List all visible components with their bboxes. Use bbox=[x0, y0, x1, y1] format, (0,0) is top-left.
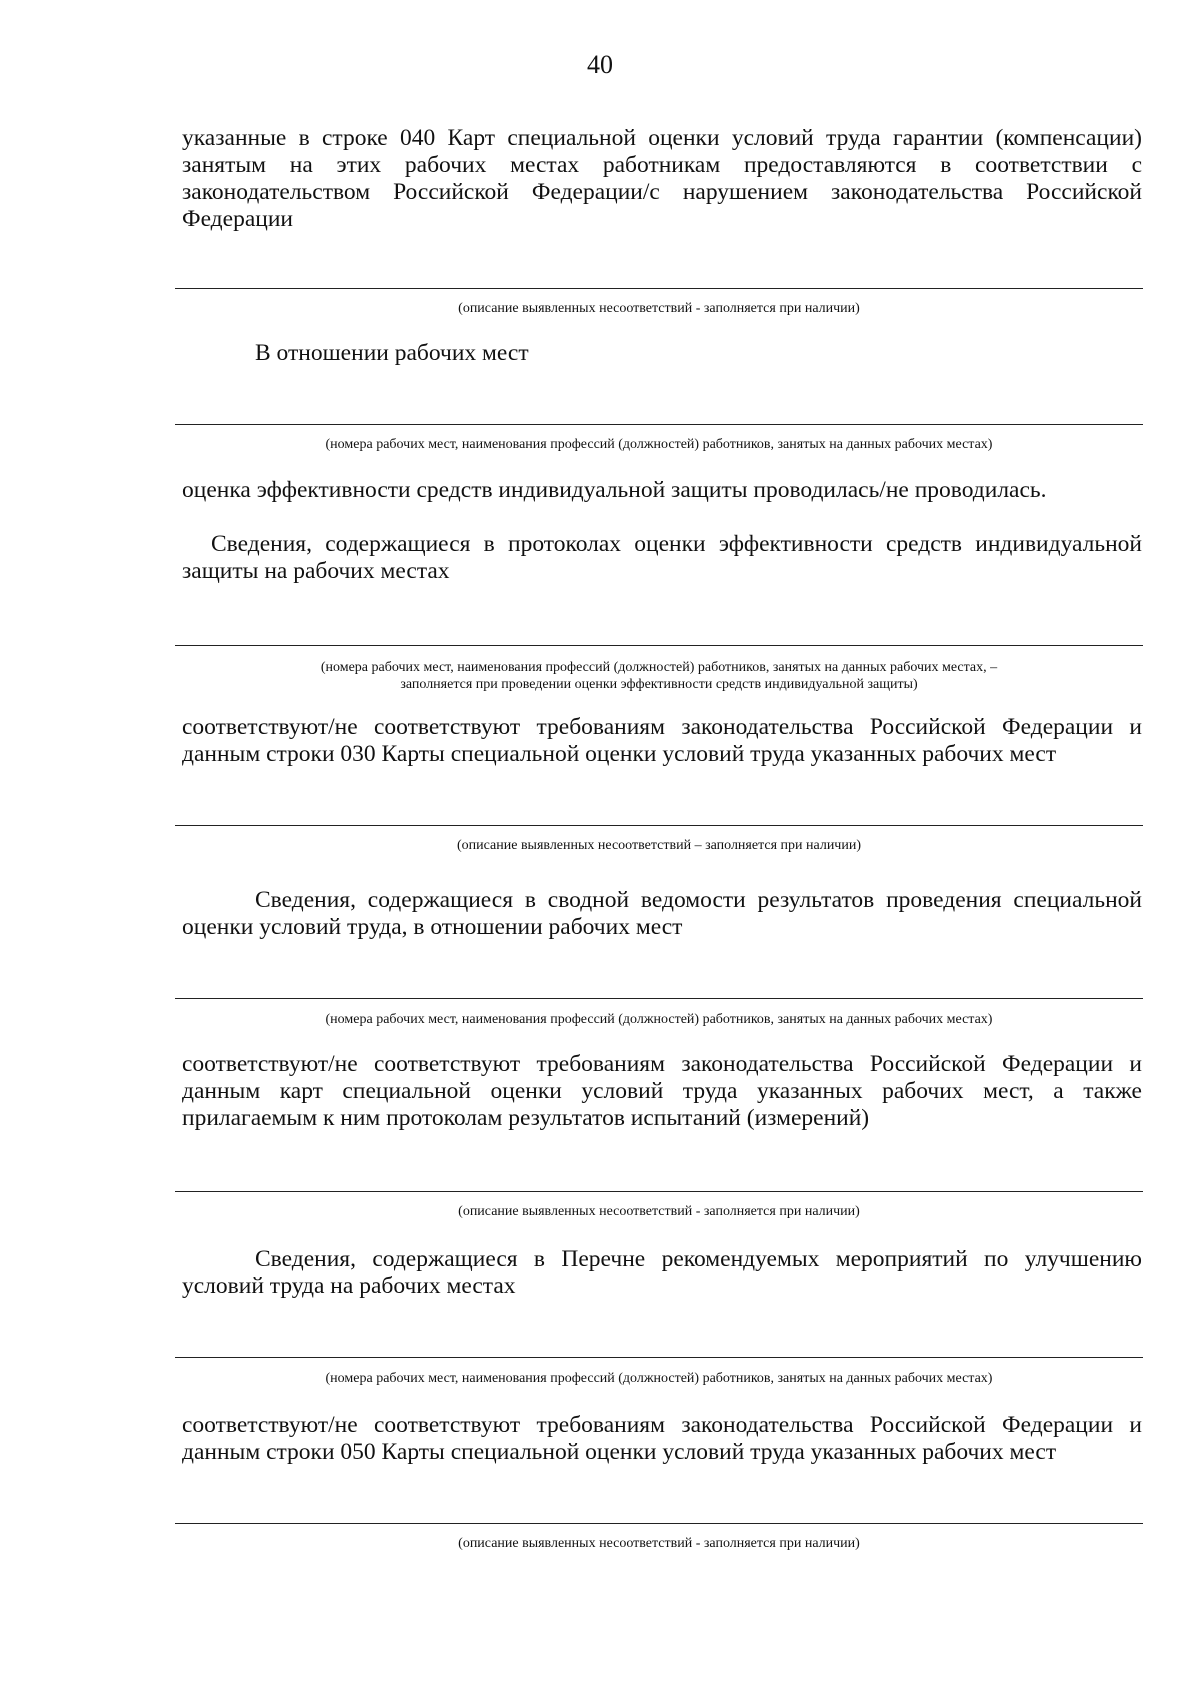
fill-line bbox=[175, 1191, 1143, 1192]
compliance-paragraph-030: соответствуют/не соответствуют требованиям законодательства Российской Федерации и данным строки 030 Карты специальной оценки условий труда указанных рабочих мест bbox=[182, 714, 1142, 767]
page-number: 40 bbox=[587, 50, 613, 79]
fill-line-caption: (описание выявленных несоответствий - заполняется при наличии) bbox=[458, 1536, 860, 1551]
fill-line bbox=[175, 998, 1143, 999]
fill-line-caption: заполняется при проведении оценки эффективности средств индивидуальной защиты) bbox=[400, 677, 918, 692]
fill-line-caption: (описание выявленных несоответствий - заполняется при наличии) bbox=[458, 1204, 860, 1219]
summary-statement-paragraph: Сведения, содержащиеся в сводной ведомости результатов проведения специальной оценки условий труда, в отношении рабочих мест bbox=[182, 887, 1142, 940]
fill-line-caption: (номера рабочих мест, наименования профессий (должностей) работников, занятых на данных рабочих местах) bbox=[325, 1371, 993, 1386]
ppe-protocols-paragraph: Сведения, содержащиеся в протоколах оценки эффективности средств индивидуальной защиты на рабочих местах bbox=[182, 531, 1142, 584]
workplaces-intro: В отношении рабочих мест bbox=[255, 340, 529, 366]
compliance-paragraph-cards: соответствуют/не соответствуют требованиям законодательства Российской Федерации и данным карт специальной оценки условий труда указанных рабочих мест, а также прилагаемым к ним протоколам результатов испытаний (измерений) bbox=[182, 1051, 1142, 1131]
fill-line bbox=[175, 1357, 1143, 1358]
ppe-assessment-paragraph: оценка эффективности средств индивидуальной защиты проводилась/не проводилась. bbox=[182, 477, 1047, 503]
fill-line bbox=[175, 288, 1143, 289]
fill-line bbox=[175, 645, 1143, 646]
guarantees-paragraph: указанные в строке 040 Карт специальной оценки условий труда гарантии (компенсации) занятым на этих рабочих местах работникам предоставляются в соответствии с законодательством Российской Федерации/с нарушением законодательства Российской Федерации bbox=[182, 125, 1142, 232]
fill-line-caption: (номера рабочих мест, наименования профессий (должностей) работников, занятых на данных рабочих местах) bbox=[325, 437, 993, 452]
fill-line bbox=[175, 1523, 1143, 1524]
compliance-paragraph-050: соответствуют/не соответствуют требованиям законодательства Российской Федерации и данным строки 050 Карты специальной оценки условий труда указанных рабочих мест bbox=[182, 1412, 1142, 1465]
measures-list-paragraph: Сведения, содержащиеся в Перечне рекомендуемых мероприятий по улучшению условий труда на рабочих местах bbox=[182, 1246, 1142, 1299]
fill-line-caption: (номера рабочих мест, наименования профессий (должностей) работников, занятых на данных рабочих местах) bbox=[325, 1012, 993, 1027]
fill-line bbox=[175, 424, 1143, 425]
fill-line bbox=[175, 825, 1143, 826]
fill-line-caption: (описание выявленных несоответствий – заполняется при наличии) bbox=[457, 838, 861, 853]
fill-line-caption: (номера рабочих мест, наименования профессий (должностей) работников, занятых на данных рабочих местах, – bbox=[320, 660, 998, 675]
fill-line-caption: (описание выявленных несоответствий - заполняется при наличии) bbox=[458, 301, 860, 316]
